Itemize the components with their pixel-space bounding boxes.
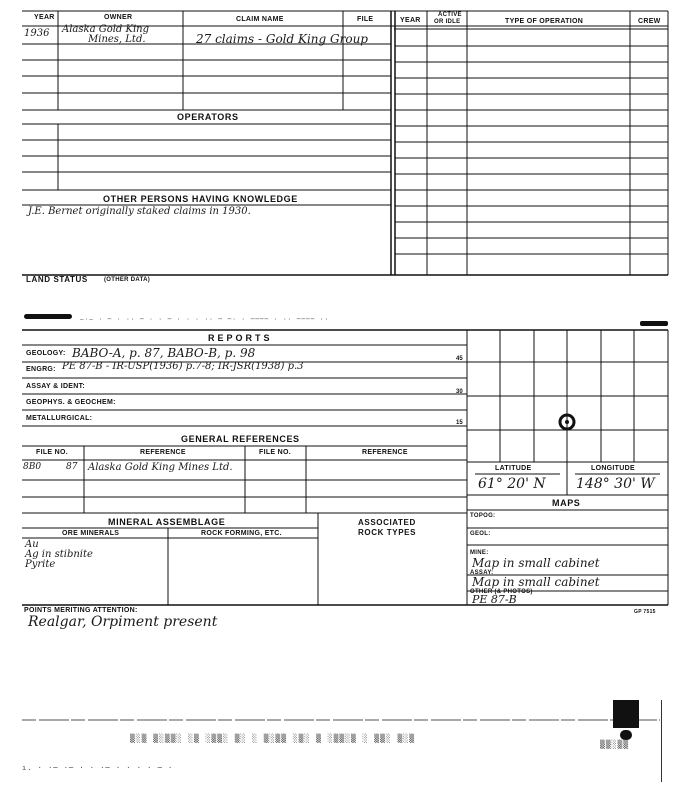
scan-noise: —·— · ─ · ·· ─ · · ─ · · · ·· ─ ─· · ──── · ·· ──── ·· xyxy=(80,316,330,323)
activity-year-header: YEAR xyxy=(400,17,421,24)
claims-row1-claim: 27 claims - Gold King Group xyxy=(196,32,368,46)
refs-reference2-header: REFERENCE xyxy=(362,449,408,456)
claims-file-header: FILE xyxy=(357,16,374,23)
maps-geol-label: GEOL: xyxy=(470,531,491,537)
reports-title: REPORTS xyxy=(208,333,273,343)
geology-value: BABO-A, p. 87, BABO-B, p. 98 xyxy=(72,346,256,360)
scan-noise: ▒▒░▒▒ xyxy=(600,740,630,749)
engrg-value: PE 87-B - IR-USP(1936) p.7-8; IR-JSR(1938) p.3 xyxy=(62,361,304,372)
scan-edge-line xyxy=(661,700,662,782)
general-refs-title: GENERAL REFERENCES xyxy=(181,434,300,444)
scan-smudge xyxy=(24,314,72,319)
maps-mine-label: MINE: xyxy=(470,550,489,556)
metallurgical-label: METALLURGICAL: xyxy=(26,415,93,422)
latitude-label: LATITUDE xyxy=(495,465,532,472)
mineral-title: MINERAL ASSEMBLAGE xyxy=(108,517,226,527)
scan-blot xyxy=(613,700,639,728)
maps-assay-label: ASSAY: xyxy=(470,570,494,576)
activity-type-header: TYPE OF OPERATION xyxy=(505,18,584,25)
geology-label: GEOLOGY: xyxy=(26,350,66,357)
claims-row1-owner-line2: Mines, Ltd. xyxy=(88,34,146,45)
assoc-rock-line2: ROCK TYPES xyxy=(358,528,417,537)
land-status-label: LAND STATUS xyxy=(26,275,88,284)
reports-num-30: 30 xyxy=(456,389,463,395)
rock-forming-header: ROCK FORMING, ETC. xyxy=(201,530,282,537)
longitude-value: 148° 30' W xyxy=(576,476,655,492)
maps-other-value: PE 87-B xyxy=(472,593,517,606)
activity-crew-header: CREW xyxy=(638,18,661,25)
assoc-rock-line1: ASSOCIATED xyxy=(358,518,416,527)
location-circle-mark xyxy=(557,412,577,432)
knowledge-entry: J.E. Bernet originally staked claims in 1930. xyxy=(28,206,251,217)
reports-num-15: 15 xyxy=(456,420,463,426)
knowledge-title: OTHER PERSONS HAVING KNOWLEDGE xyxy=(103,194,298,204)
form-number: GP 7515 xyxy=(634,609,656,615)
refs-row1-file: 8B0 xyxy=(23,462,42,472)
activity-active-header: ACTIVE xyxy=(438,12,462,18)
engrg-label: ENGRG: xyxy=(26,366,56,373)
ore-line1: Au xyxy=(25,539,39,550)
scan-noise: ı. · ·─ ·─ · · ·─ · · · · ─ · xyxy=(22,764,174,772)
ore-line2: Ag in stibnite xyxy=(25,549,93,560)
maps-title: MAPS xyxy=(552,498,581,508)
geophys-label: GEOPHYS. & GEOCHEM: xyxy=(26,399,116,406)
scan-blot xyxy=(620,730,632,740)
refs-fileno-header: FILE NO. xyxy=(36,449,68,456)
points-label: POINTS MERITING ATTENTION: xyxy=(24,607,138,614)
scan-smudge xyxy=(640,321,668,326)
longitude-label: LONGITUDE xyxy=(591,465,635,472)
maps-other-label: OTHER (& PHOTOS) xyxy=(470,589,533,595)
scan-noise: ▒░▒ ▒░▒▒░ ░▒ ░▒▒░ ▒░ ░ ▒░▒▒ ░▒░ ▒ ░▒▒░▒ ░ ▒▒░ ▒░▒ xyxy=(130,734,416,743)
claims-year-header: YEAR xyxy=(34,14,55,21)
refs-row1-ref: Alaska Gold King Mines Ltd. xyxy=(88,462,233,473)
assay-label: ASSAY & IDENT: xyxy=(26,383,86,390)
claims-row1-year: 1936 xyxy=(24,28,50,39)
ore-minerals-header: ORE MINERALS xyxy=(62,530,120,537)
claims-row1-owner-line1: Alaska Gold King xyxy=(62,24,150,35)
operators-title: OPERATORS xyxy=(177,112,239,122)
refs-reference-header: REFERENCE xyxy=(140,449,186,456)
claims-name-header: CLAIM NAME xyxy=(236,16,284,23)
claims-owner-header: OWNER xyxy=(104,14,133,21)
ore-line3: Pyrite xyxy=(25,559,56,570)
latitude-value: 61° 20' N xyxy=(478,476,546,492)
maps-topog-label: TOPOG: xyxy=(470,513,496,519)
refs-row1-num: 87 xyxy=(66,462,78,472)
refs-fileno2-header: FILE NO. xyxy=(259,449,291,456)
maps-mine-value: Map in small cabinet xyxy=(472,556,600,570)
maps-assay-value: Map in small cabinet xyxy=(472,575,600,589)
reports-num-45: 45 xyxy=(456,356,463,362)
activity-idle-header: OR IDLE xyxy=(434,19,461,25)
land-status-sub: (OTHER DATA) xyxy=(104,277,151,283)
points-value: Realgar, Orpiment present xyxy=(28,614,218,630)
